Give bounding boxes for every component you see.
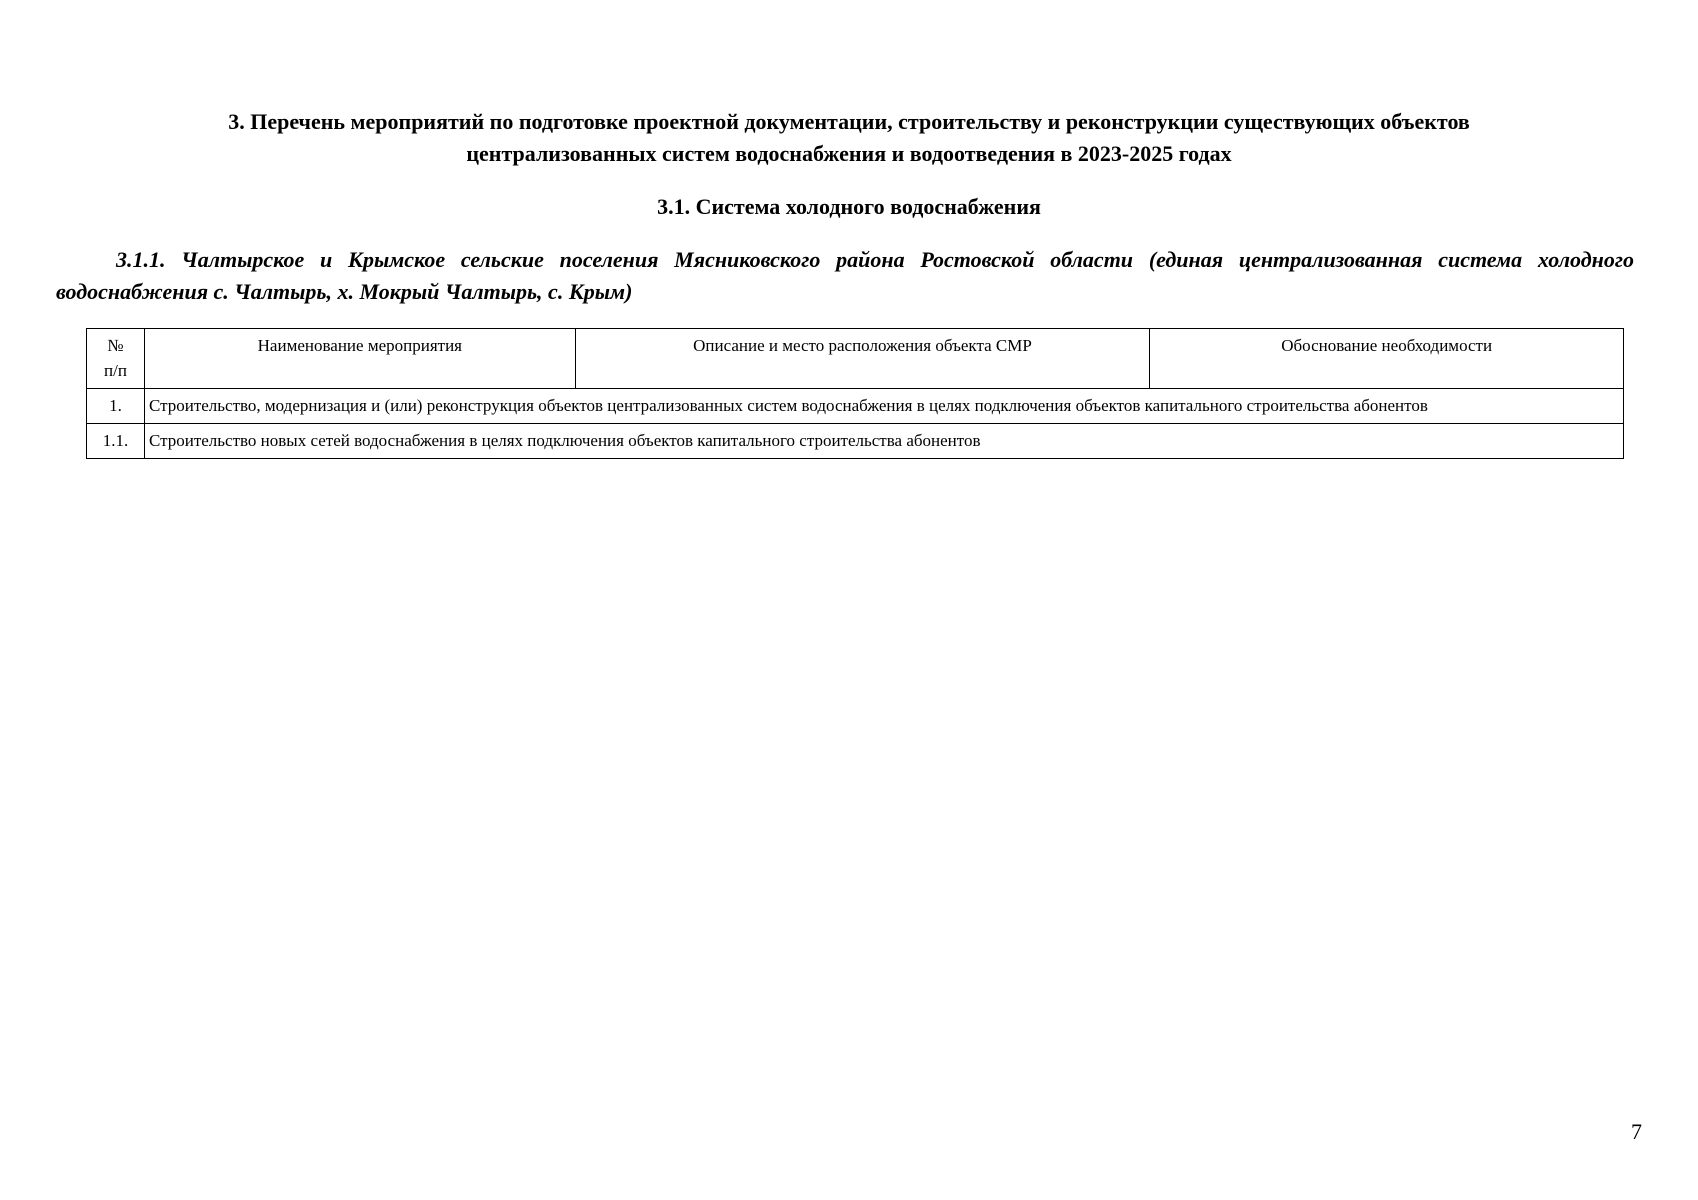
header-number [87,329,145,389]
row-number: 1. [87,389,145,424]
page-number: 7 [1631,1119,1642,1144]
header-number-abbr: п/п [104,361,127,380]
measures-table [86,328,1624,459]
header-description: Описание и место расположения объекта СМР [575,329,1150,389]
main-title-line-2: централизованных систем водоснабжения и водоотведения в 2023-2025 годах [466,141,1232,166]
table-header-row [87,329,1624,389]
main-title-line-1: 3. Перечень мероприятий по подготовке проектной документации, строительству и реконструкции существующих объектов [228,109,1470,134]
header-number-symbol: № [107,336,124,355]
section-title: 3.1.1. Чалтырское и Крымское сельские поселения Мясниковского района Ростовской области (единая централизованная система холодного водоснабжения с. Чалтырь, х. Мокрый Чалтырь, с. Крым) [56,247,1634,304]
row-number: 1.1. [87,424,145,459]
row-text: Строительство новых сетей водоснабжения в целях подключения объектов капитального строительства абонентов [144,424,1623,459]
subtitle: 3.1. Система холодного водоснабжения [657,194,1041,219]
main-title [150,106,1548,170]
row-text: Строительство, модернизация и (или) реконструкция объектов централизованных систем водоснабжения в целях подключения объектов капитального строительства абонентов [144,389,1623,424]
table-row [87,424,1624,459]
header-justification: Обоснование необходимости [1150,329,1624,389]
header-name: Наименование мероприятия [144,329,575,389]
table-row [87,389,1624,424]
